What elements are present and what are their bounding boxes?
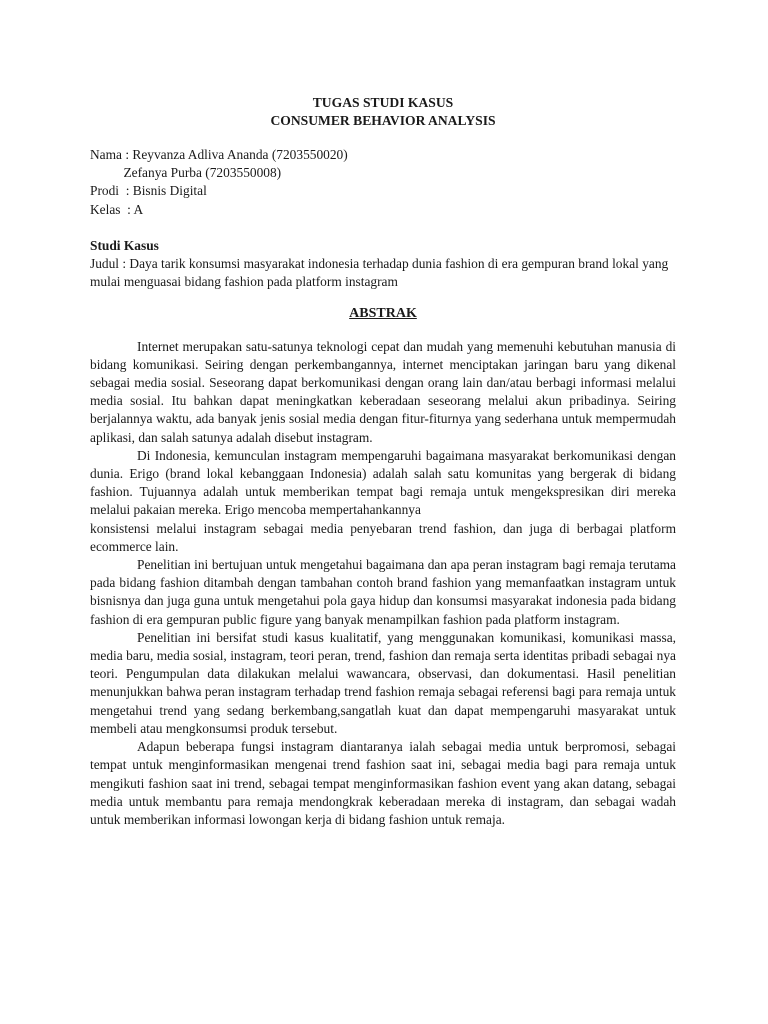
case-title: Judul : Daya tarik konsumsi masyarakat indonesia terhadap dunia fashion di era gempuran brand lokal yang mulai menguasai bidang fashion pada platform instagram [90,256,669,290]
abstract-heading: ABSTRAK [349,306,417,322]
class-info: Kelas : A [90,201,144,217]
author-name-1: Nama : Reyvanza Adliva Ananda (7203550020) [90,147,348,162]
abstract-paragraph-3: konsistensi melalui instagram sebagai media penyebaran trend fashion, dan juga di berbagai platform ecommerce lain. [90,520,676,554]
abstract-body [90,338,676,829]
studi-kasus-heading: Studi Kasus [90,237,159,253]
program-study: Prodi : Bisnis Digital [90,183,207,199]
abstract-paragraph-4: Penelitian ini bertujuan untuk mengetahui bagaimana dan apa peran instagram bagi remaja terutama pada bidang fashion ditambah dengan tambahan contoh brand fashion yang memanfaatkan instagram untuk bisnisnya dan juga guna untuk mengetahui pola gaya hidup dan konsumsi masyarakat indonesia pada bidang fashion di era gempuran public figure yang banyak menampilkan fashion pada platform instagram. [90,557,676,627]
abstract-paragraph-1: Internet merupakan satu-satunya teknologi cepat dan mudah yang memenuhi kebutuhan manusia di bidang komunikasi. Seiring dengan perkembangannya, internet menciptakan jaringan baru yang dikenal sebagai media sosial. Seseorang dapat berkomunikasi dengan orang lain dan/atau berbagi informasi melalui media sosial. Itu bahkan dapat meningkatkan keberadaan seseorang melalui akun pribadinya. Seiring berjalannya waktu, ada banyak jenis sosial media dengan fitur-fiturnya yang sederhana untuk mempermudah aplikasi, dan salah satunya adalah disebut instagram. [90,338,676,445]
document-title-line-2: CONSUMER BEHAVIOR ANALYSIS [270,113,496,128]
author-name-2: Zefanya Purba (7203550008) [90,165,282,181]
abstract-paragraph-5: Penelitian ini bersifat studi kasus kualitatif, yang menggunakan komunikasi, komunikasi massa, media baru, media sosial, instagram, teori peran, trend, fashion dan remaja serta identitas pribadi sebagai nya teori. Pengumpulan data dilakukan melalui wawancara, observasi, dan dokumentasi. Hasil penelitian menunjukkan bahwa peran instagram terhadap trend fashion remaja sebagai referensi bagi para remaja untuk mengetahui trend yang sedang berkembang,sangatlah kuat dan dapat mempengaruhi masyarakat untuk membeli atau mengkonsumsi produk tersebut. [90,629,676,736]
document-page [90,94,676,829]
abstract-paragraph-6: Adapun beberapa fungsi instagram diantaranya ialah sebagai media untuk berpromosi, sebagai tempat untuk menginformasikan mengenai trend fashion saat ini, sebagai media bagi para remaja untuk mengikuti fashion saat ini trend, sebagai tempat menginformasikan fashion event yang akan datang, sebagai media untuk membantu para remaja mendongkrak keberadaan mereka di instagram, dan sebagai wadah untuk memberikan informasi lowongan kerja di bidang fashion untuk remaja. [90,739,676,827]
abstract-paragraph-2: Di Indonesia, kemunculan instagram mempengaruhi bagaimana masyarakat berkomunikasi dengan dunia. Erigo (brand lokal kebanggaan Indonesia) adalah salah satu komunitas yang bergerak di bidang fashion. Tujuannya adalah untuk memberikan tempat bagi remaja untuk mengekspresikan diri mereka melalui pakaian mereka. Erigo mencoba mempertahankannya [90,447,676,518]
author-info [90,146,676,219]
document-title-line-1: TUGAS STUDI KASUS [312,95,454,110]
